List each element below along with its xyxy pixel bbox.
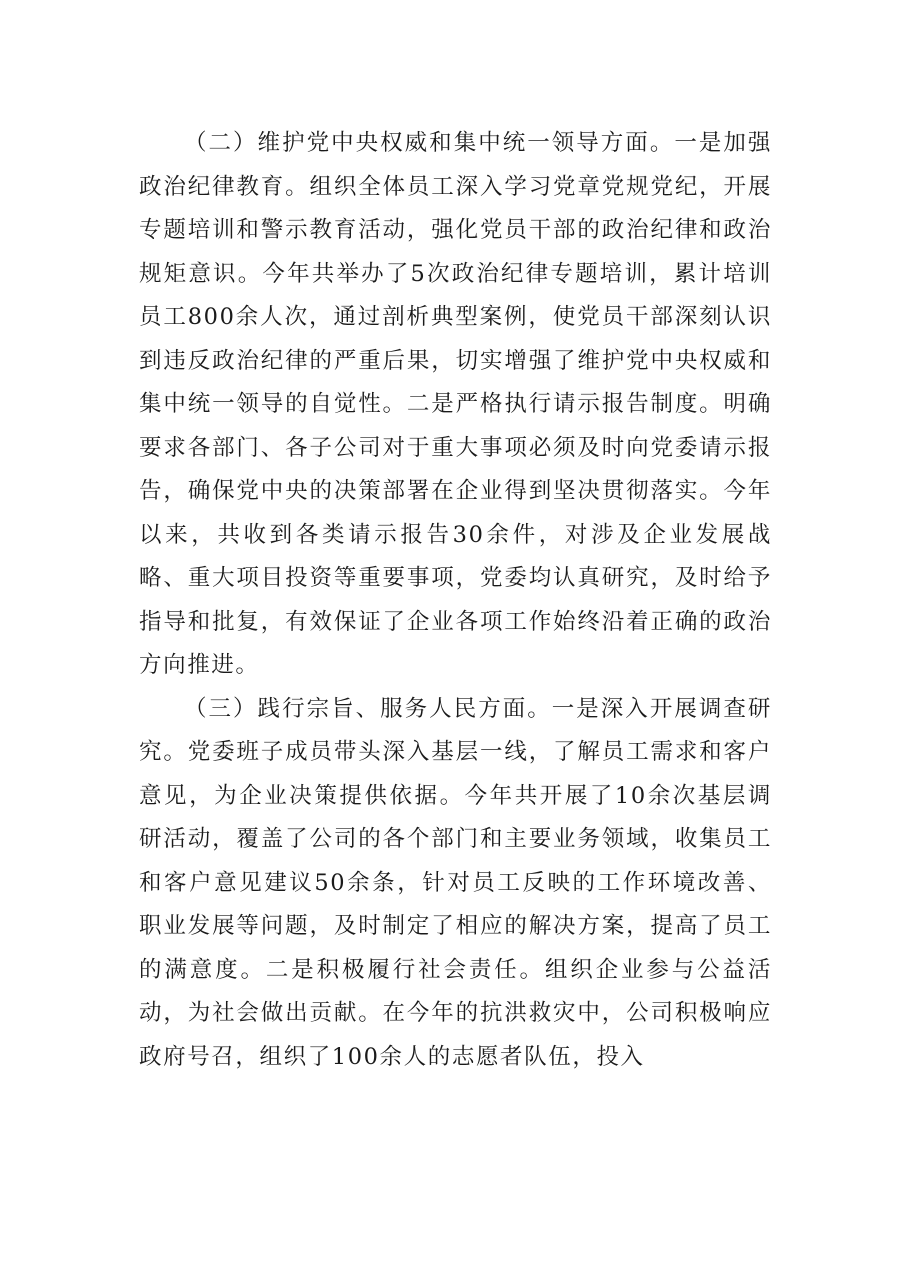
paragraph-section-three: （三）践行宗旨、服务人民方面。一是深入开展调查研究。党委班子成员带头深入基层一线，了解员工需求和客户意见，为企业决策提供依据。今年共开展了10余次基层调研活动，覆盖了公司的各个部门和主要业务领域，收集员工和客户意见建议50余条，针对员工反映的工作环境改善、职业发展等问题，及时制定了相应的解决方案，提高了员工的满意度。二是积极履行社会责任。组织企业参与公益活动，为社会做出贡献。在今年的抗洪救灾中，公司积极响应政府号召，组织了100余人的志愿者队伍，投入 <box>139 695 772 1070</box>
document-body <box>139 122 772 1079</box>
paragraph-section-two: （二）维护党中央权威和集中统一领导方面。一是加强政治纪律教育。组织全体员工深入学习党章党规党纪，开展专题培训和警示教育活动，强化党员干部的政治纪律和政治规矩意识。今年共举办了5次政治纪律专题培训，累计培训员工800余人次，通过剖析典型案例，使党员干部深刻认识到违反政治纪律的严重后果，切实增强了维护党中央权威和集中统一领导的自觉性。二是严格执行请示报告制度。明确要求各部门、各子公司对于重大事项必须及时向党委请示报告，确保党中央的决策部署在企业得到坚决贯彻落实。今年以来，共收到各类请示报告30余件，对涉及企业发展战略、重大项目投资等重要事项，党委均认真研究，及时给予指导和批复，有效保证了企业各项工作始终沿着正确的政治方向推进。 <box>139 130 772 678</box>
